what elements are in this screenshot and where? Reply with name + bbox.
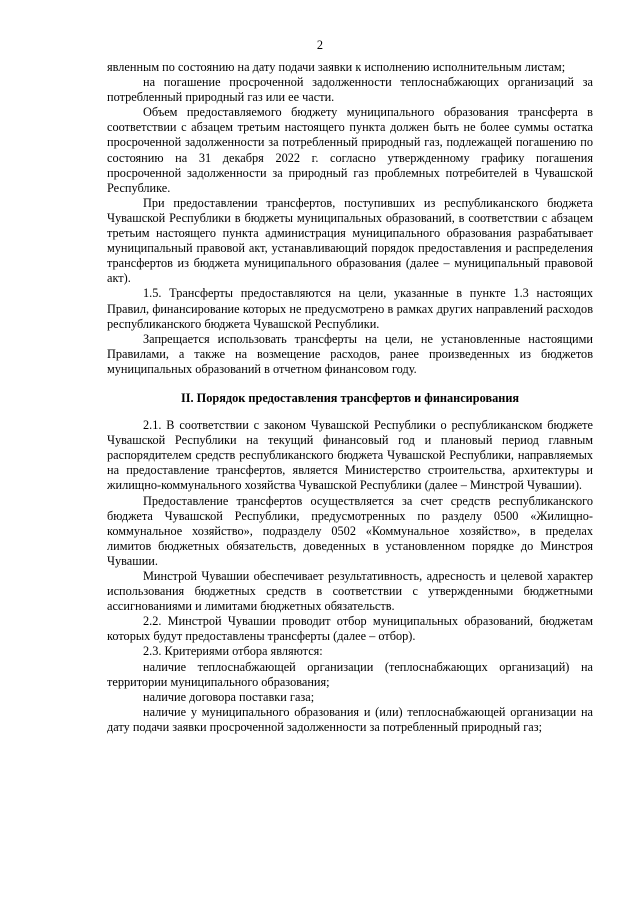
paragraph: явленным по состоянию на дату подачи заявки к исполнению исполнительным листам; [107,60,566,74]
paragraph: При предоставлении трансфертов, поступивших из республиканского бюджета Чувашской Республики в бюджеты муниципальных образований, в соответствии с абзацем третьим настоящего пункта администрация муниципального образования разрабатывает муниципальный правовой акт, устанавливающий порядок предоставления и распределения трансфертов из бюджета муниципального образования (далее – муниципальный правовой акт). [107,195,593,286]
paragraph: 2.1. В соответствии с законом Чувашской Республики о республиканском бюджете Чувашской Республики на текущий финансовый год и плановый период главным распорядителем средств республиканского бюджета Чувашской Республики, направляемых на предоставление трансфертов, является Министерство строительства, архитектуры и жилищно-коммунального хозяйства Чувашской Республики (далее – Минстрой Чувашии). [107,418,593,493]
paragraphs-before [107,60,593,377]
paragraph: 2.2. Минстрой Чувашии проводит отбор муниципальных образований, бюджетам которых будут предоставлены трансферты (далее – отбор). [107,614,593,644]
paragraph: наличие договора поставки газа; [143,689,315,704]
paragraph: Объем предоставляемого бюджету муниципального образования трансферта в соответствии с абзацем третьим настоящего пункта должен быть не более суммы остатка просроченной задолженности за потребленный природный газ, подлежащей погашению по состоянию на 31 декабря 2022 г. согласно утвержденному графику погашения просроченной задолженности за природный газ проблемных потребителей в Чувашской Республике. [107,105,593,195]
paragraph: наличие у муниципального образования и (или) теплоснабжающей организации на дату подачи заявки просроченной задолженности за потребленный природный газ; [107,704,593,734]
paragraph: Минстрой Чувашии обеспечивает результативность, адресность и целевой характер использования бюджетных средств в соответствии с утвержденными бюджетными ассигнованиями и лимитами бюджетных обязательств. [107,569,593,614]
paragraph: на погашение просроченной задолженности теплоснабжающих организаций за потребленный природный газ или ее части. [107,75,593,105]
page-number: 2 [316,38,324,52]
paragraph: 2.3. Критериями отбора являются: [143,644,323,659]
paragraph: Запрещается использовать трансферты на цели, не установленные настоящими Правилами, а также на возмещение расходов, ранее произведенных из бюджетов муниципальных образований в отчетном финансовом году. [107,331,593,376]
document-body [107,60,593,735]
section-heading: II. Порядок предоставления трансфертов и финансирования [180,390,520,405]
paragraph: 1.5. Трансферты предоставляются на цели, указанные в пункте 1.3 настоящих Правил, финансирование которых не предусмотрено в рамках других направлений расходов республиканского бюджета Чувашской Республики. [107,286,593,331]
paragraph: Предоставление трансфертов осуществляется за счет средств республиканского бюджета Чувашской Республики, предусмотренных по разделу 0500 «Жилищно-коммунальное хозяйство», подразделу 0502 «Коммунальное хозяйство», в пределах лимитов бюджетных обязательств, доведенных в установленном порядке до Минстроя Чувашии. [107,493,593,568]
paragraph: наличие теплоснабжающей организации (теплоснабжающих организаций) на территории муниципального образования; [107,659,593,689]
paragraphs-after [107,418,593,735]
